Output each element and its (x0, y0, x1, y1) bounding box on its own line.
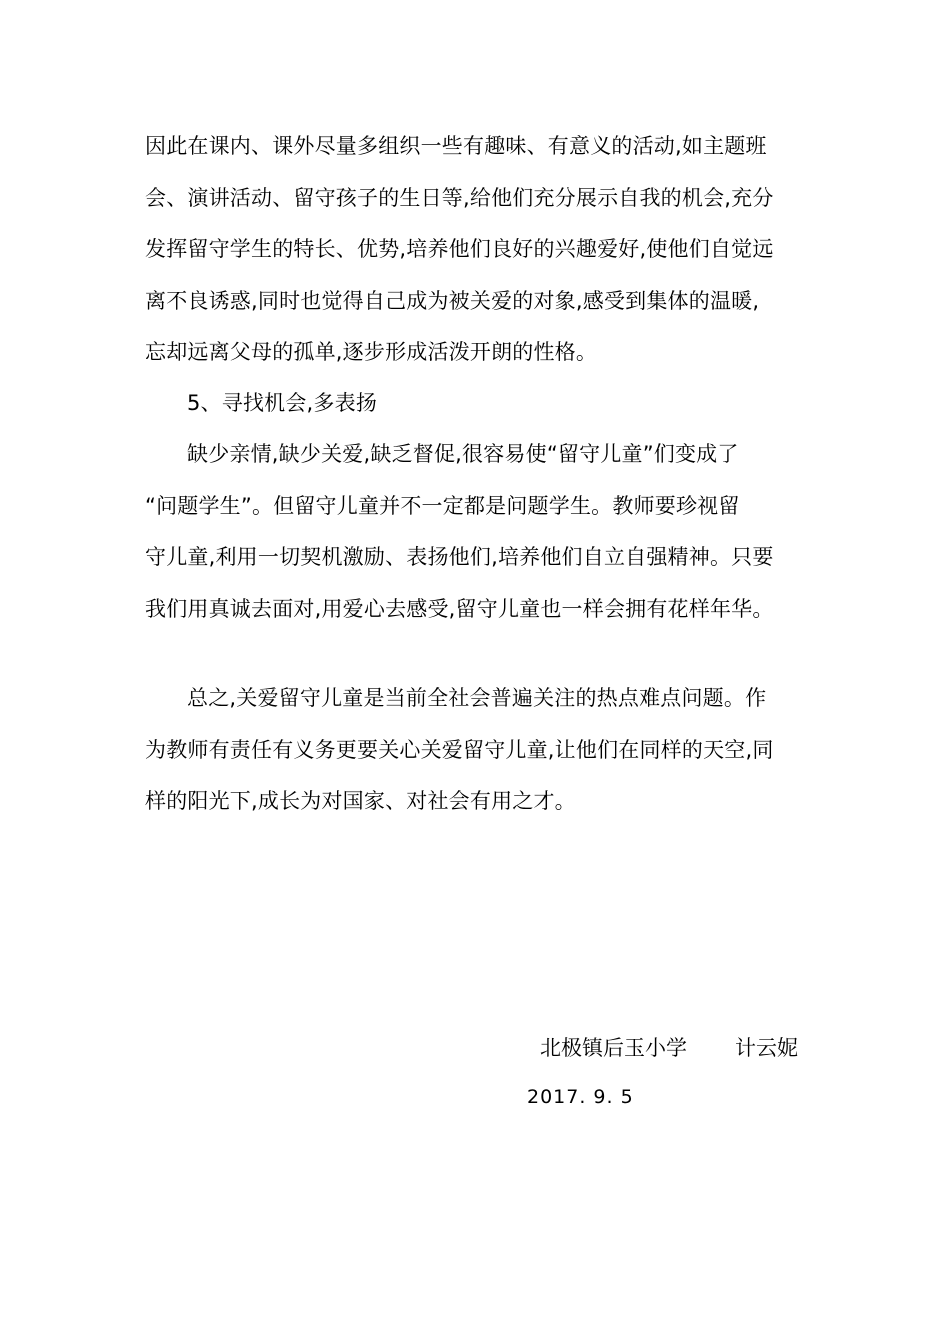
paragraph-line: 会、演讲活动、留守孩子的生日等,给他们充分展示自我的机会,充分 (145, 185, 774, 210)
signature (540, 1034, 798, 1062)
paragraph-line: 守儿童,利用一切契机激励、表扬他们,培养他们自立自强精神。只要 (145, 545, 774, 569)
signature-school: 北极镇后玉小学 (540, 1036, 687, 1060)
document-date: 2017. 9. 5 (527, 1086, 634, 1108)
paragraph-line: 发挥留守学生的特长、优势,培养他们良好的兴趣爱好,使他们自觉远 (145, 237, 774, 261)
section-heading-5 (145, 378, 810, 430)
paragraph-line: 离不良诱惑,同时也觉得自己成为被关爱的对象,感受到集体的温暖, (145, 288, 760, 313)
heading-text: 5、寻找机会,多表扬 (187, 391, 378, 415)
paragraph-activities (145, 121, 810, 379)
signature-author: 计云妮 (735, 1036, 798, 1060)
paragraph-praise (145, 429, 810, 635)
paragraph-line: 样的阳光下,成长为对国家、对社会有用之才。 (145, 789, 576, 813)
paragraph-line: 忘却远离父母的孤单,逐步形成活泼开朗的性格。 (145, 340, 598, 364)
paragraph-line: 总之,关爱留守儿童是当前全社会普遍关注的热点难点问题。作 (187, 686, 767, 710)
paragraph-line: 因此在课内、课外尽量多组织一些有趣味、有意义的活动,如主题班 (145, 134, 767, 158)
paragraph-line: 缺少亲情,缺少关爱,缺乏督促,很容易使“留守儿童”们变成了 (187, 442, 739, 466)
paragraph-conclusion (145, 673, 810, 828)
paragraph-line: 为教师有责任有义务更要关心关爱留守儿童,让他们在同样的天空,同 (145, 737, 774, 762)
paragraph-line: “问题学生”。但留守儿童并不一定都是问题学生。教师要珍视留 (145, 493, 740, 518)
paragraph-line: 我们用真诚去面对,用爱心去感受,留守儿童也一样会拥有花样年华。 (145, 596, 774, 621)
